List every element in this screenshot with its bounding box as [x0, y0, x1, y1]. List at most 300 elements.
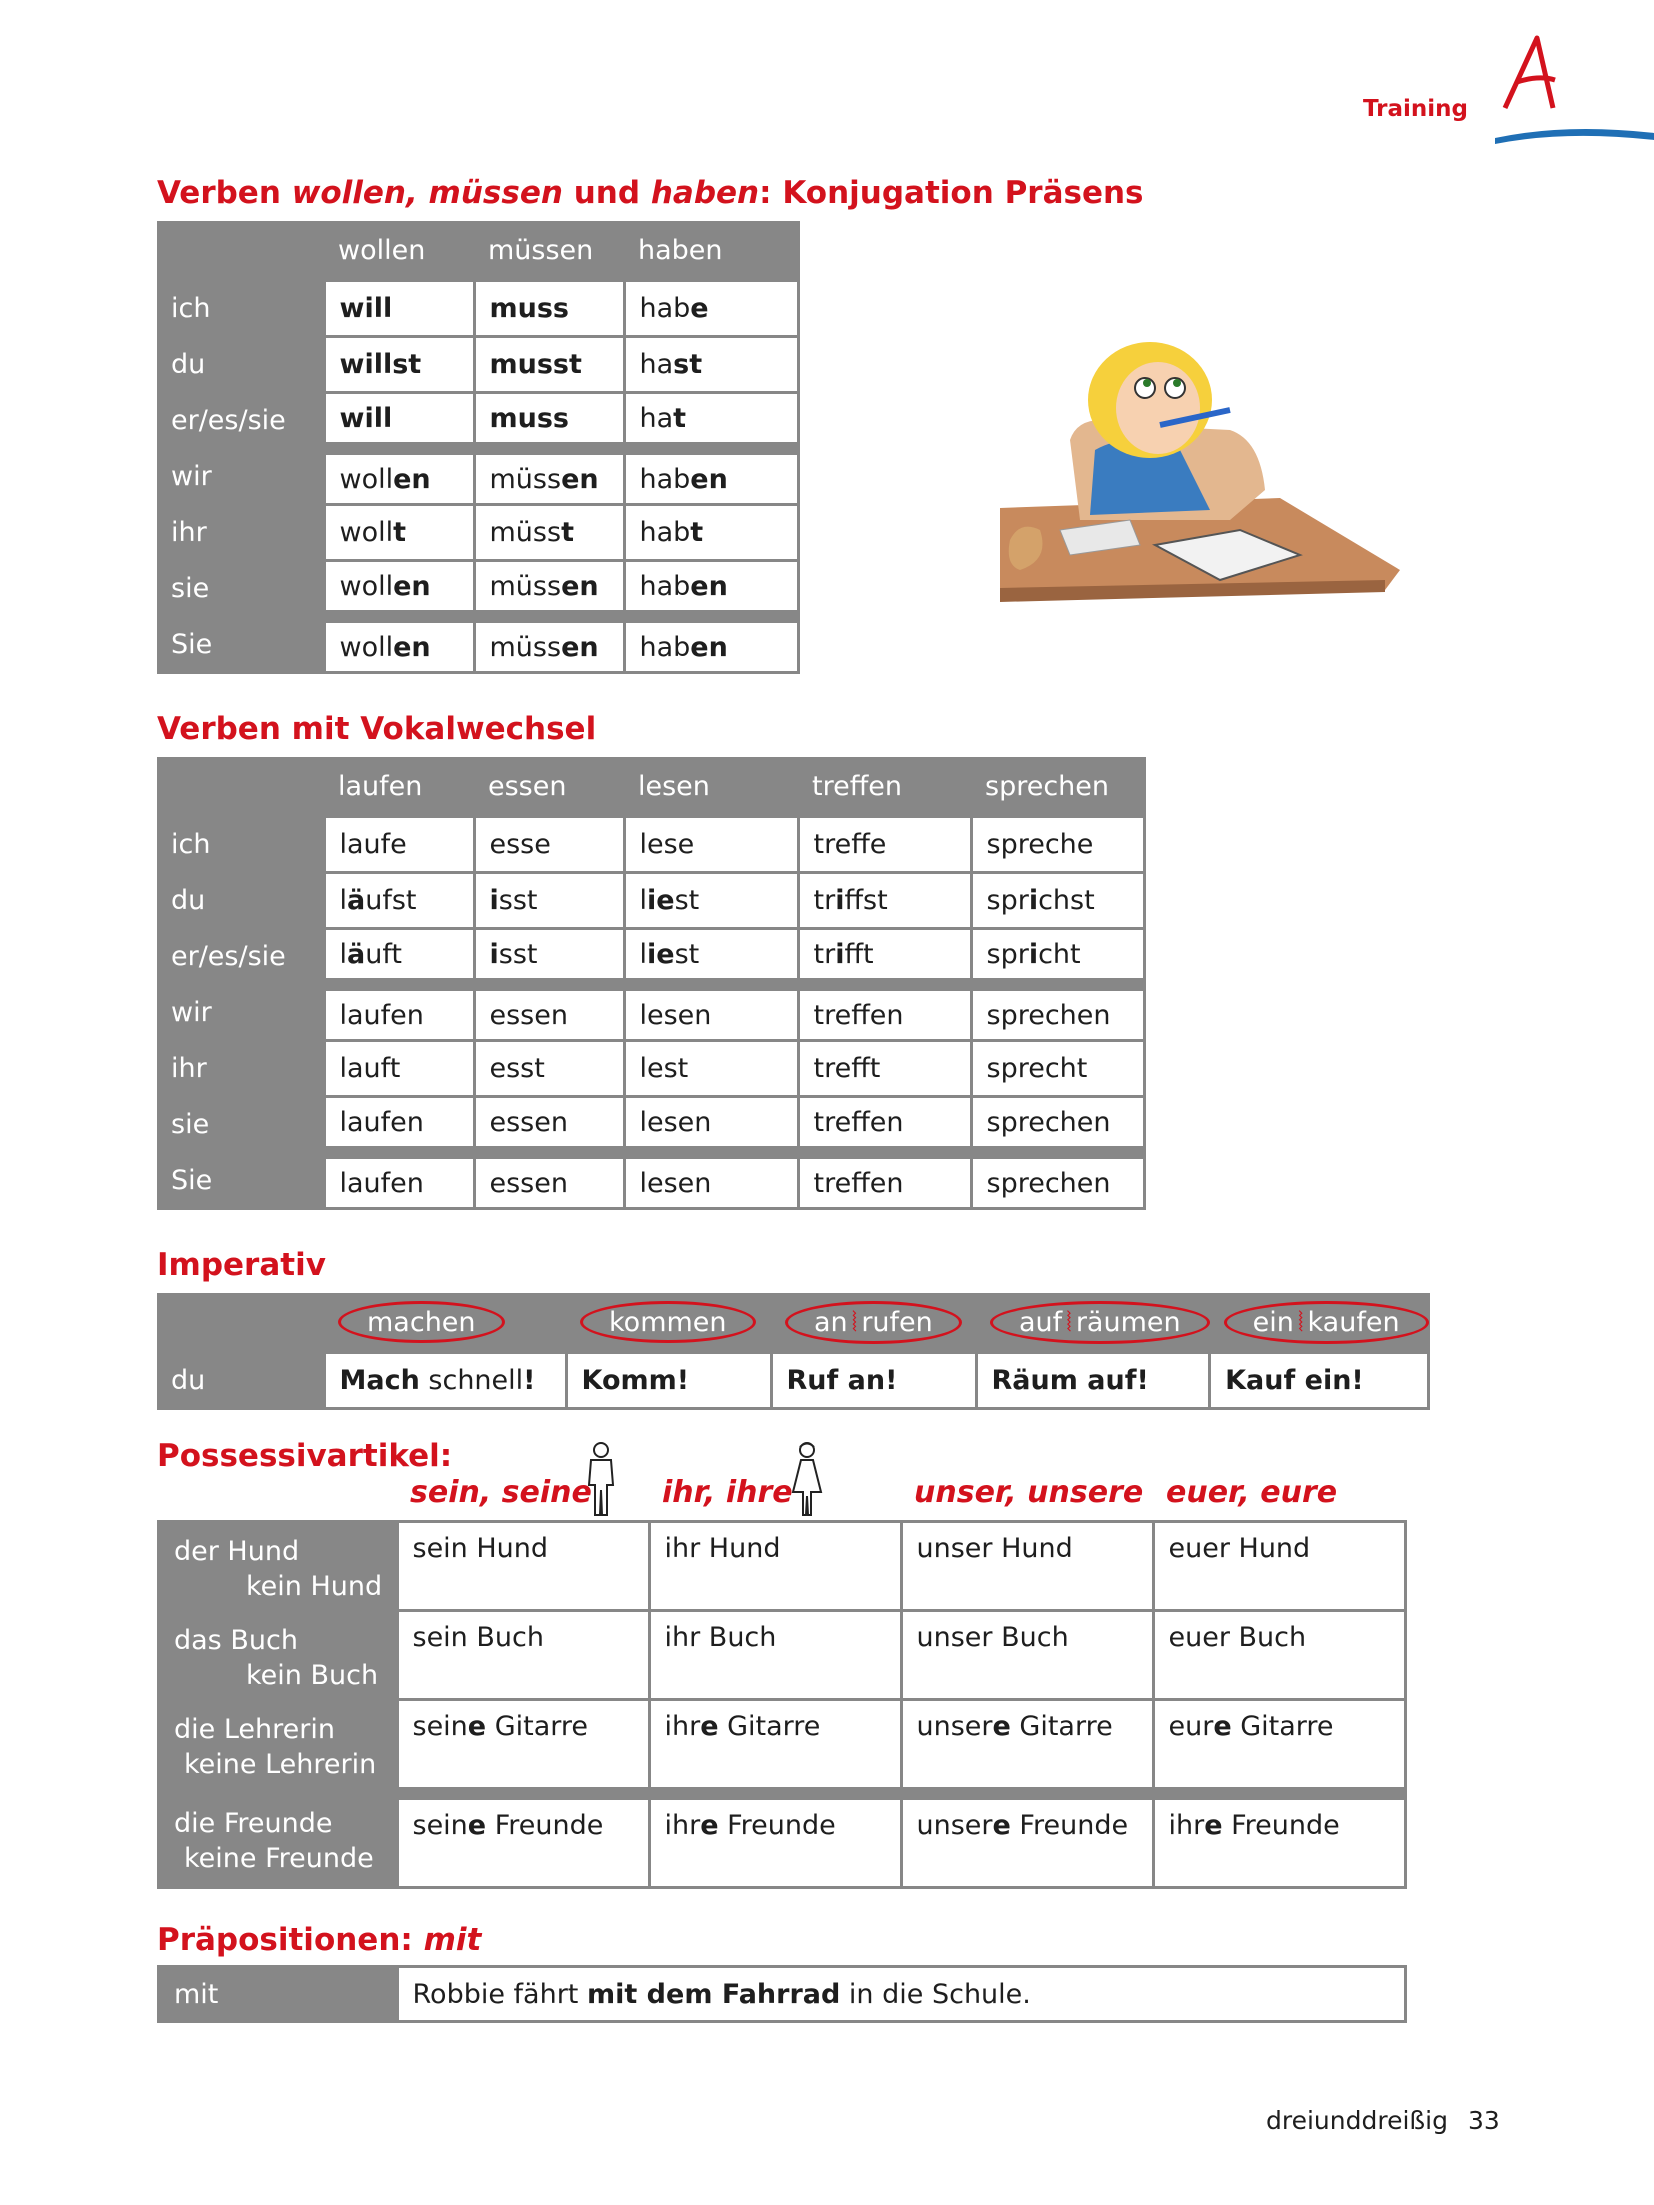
text-segment: sprechen: [986, 999, 1111, 1031]
pronoun-label: ich: [171, 293, 211, 324]
verb-form-cell: [798, 1097, 971, 1153]
preposition-title: Präpositionen: mit: [157, 1922, 482, 1958]
text-segment: e: [700, 1711, 719, 1742]
verb-infinitive-header: [976, 1293, 1210, 1353]
verb-form-cell: [474, 1097, 624, 1153]
text-segment: lesen: [639, 999, 712, 1031]
text-segment: Ruf an!: [786, 1365, 898, 1396]
text-segment: i: [489, 938, 499, 970]
text-segment: Kauf ein!: [1225, 1365, 1364, 1396]
text-segment: müss: [489, 463, 562, 495]
column-header: müssen: [488, 234, 594, 266]
text-segment: en: [561, 463, 599, 495]
possessive-form-cell: [1153, 1700, 1405, 1794]
pronoun-label: er/es/sie: [171, 405, 286, 436]
col-head-ihr: ihr, ihre: [662, 1475, 793, 1510]
text-segment: e: [1204, 1810, 1223, 1841]
text-segment: ufst: [365, 885, 417, 916]
verb-form-cell: [324, 817, 474, 873]
text-segment: tr: [813, 938, 836, 970]
text-segment: essen: [489, 999, 568, 1031]
text-segment: hab: [639, 463, 691, 495]
possessive-form-cell: [649, 1522, 901, 1611]
verb-infinitive-header: [566, 1293, 771, 1353]
verb-form-cell: [324, 929, 474, 985]
infinitive-oval: [580, 1301, 756, 1343]
text-segment: hab: [639, 631, 691, 663]
verb-part: machen: [367, 1307, 476, 1338]
text-segment: sein Hund: [412, 1533, 549, 1564]
text-segment: ä: [347, 938, 366, 970]
table-row: [157, 561, 798, 617]
possessive-form-cell: [397, 1522, 649, 1611]
verb-form-cell: [324, 985, 474, 1041]
text-segment: en: [393, 463, 431, 495]
noun-negated: keine Freunde: [184, 1842, 374, 1874]
text-segment: treffen: [813, 1167, 904, 1199]
text-segment: müss: [489, 570, 562, 602]
verb-form-cell: [624, 393, 798, 449]
text-segment: laufen: [339, 999, 424, 1031]
table-row: [157, 393, 798, 449]
noun-negated: kein Buch: [246, 1659, 379, 1691]
pronoun-label: ich: [171, 829, 211, 860]
preposition-example: [397, 1967, 1405, 2022]
noun-definite: die Lehrerin: [174, 1713, 335, 1745]
text-segment: euer Hund: [1168, 1533, 1311, 1564]
text-segment: laufen: [339, 1106, 424, 1138]
column-header: haben: [638, 234, 723, 266]
text-segment: spreche: [986, 829, 1094, 860]
verb-form-cell: [798, 1153, 971, 1209]
possessive-form-cell: [901, 1700, 1153, 1794]
text-segment: essen: [489, 1167, 568, 1199]
imperative-table: [157, 1293, 1430, 1410]
text-segment: e: [700, 1810, 719, 1841]
verb-form-cell: [971, 1041, 1144, 1097]
verb-form-cell: [624, 929, 798, 985]
column-header: wollen: [338, 234, 426, 266]
preposition-label: mit: [174, 1978, 219, 2010]
text-segment: laufen: [339, 1167, 424, 1199]
verb-form-cell: [624, 1097, 798, 1153]
imperative-form-cell: [771, 1353, 976, 1409]
verb-form-cell: [474, 337, 624, 393]
text-segment: en: [690, 570, 728, 602]
text-segment: chst: [1038, 885, 1095, 916]
text-segment: Freunde: [486, 1810, 604, 1841]
verb-part: ein: [1252, 1306, 1294, 1338]
noun-definite: die Freunde: [174, 1807, 333, 1839]
table-row: [157, 1700, 1405, 1794]
text-segment: l: [339, 938, 348, 970]
verb-form-cell: [624, 449, 798, 505]
pronoun-label: wir: [171, 997, 212, 1028]
noun-definite: das Buch: [174, 1624, 298, 1656]
text-segment: müss: [489, 517, 562, 548]
table-row: [157, 1041, 1144, 1097]
text-segment: !: [523, 1365, 536, 1396]
text-segment: tr: [813, 885, 836, 916]
table-row: [157, 1097, 1144, 1153]
text-segment: ha: [639, 349, 674, 380]
noun-negated: keine Lehrerin: [184, 1748, 377, 1780]
vowel-change-title: Verben mit Vokalwechsel: [157, 711, 597, 747]
text-segment: lesen: [639, 1106, 712, 1138]
pronoun-label: Sie: [171, 1165, 213, 1196]
column-header: essen: [488, 770, 567, 802]
noun-negated: kein Hund: [246, 1570, 383, 1602]
infinitive-oval: [338, 1301, 505, 1343]
male-stick-figure-icon: [583, 1440, 619, 1518]
text-segment: ihr: [664, 1810, 701, 1841]
verb-form-cell: [624, 1041, 798, 1097]
text-segment: unser Buch: [916, 1622, 1069, 1653]
verb-form-cell: [798, 1041, 971, 1097]
verb-part: räumen: [1075, 1306, 1181, 1338]
pronoun-label: du: [171, 349, 206, 380]
col-head-sein: sein, seine: [410, 1475, 592, 1510]
verb-part: kaufen: [1307, 1306, 1400, 1338]
table-row: [157, 1611, 1405, 1700]
text-segment: cht: [1038, 938, 1081, 970]
text-segment: spr: [986, 938, 1029, 970]
verb-form-cell: [324, 393, 474, 449]
text-segment: lese: [639, 829, 695, 860]
verb-form-cell: [971, 817, 1144, 873]
possessive-form-cell: [1153, 1794, 1405, 1888]
text-segment: Gitarre: [486, 1711, 588, 1742]
infinitive-oval: [785, 1301, 962, 1344]
text-segment: Freunde: [1010, 1810, 1129, 1841]
text-segment: ihr Hund: [664, 1533, 781, 1564]
verb-form-cell: [474, 393, 624, 449]
verb-part: rufen: [861, 1306, 933, 1338]
text-segment: Komm!: [581, 1365, 690, 1396]
infinitive-oval: [1224, 1301, 1429, 1344]
possessive-form-cell: [397, 1794, 649, 1888]
text-segment: schnell: [419, 1365, 524, 1396]
verb-form-cell: [474, 617, 624, 673]
separable-prefix-marker-icon: ⦚: [1297, 1306, 1304, 1338]
verb-form-cell: [624, 281, 798, 337]
verb-form-cell: [324, 449, 474, 505]
text-segment: sprechen: [986, 1167, 1111, 1199]
text-segment: Freunde: [1222, 1810, 1340, 1841]
table-row: [157, 449, 798, 505]
modal-verbs-table: [157, 221, 800, 674]
separable-prefix-marker-icon: ⦚: [851, 1306, 858, 1338]
text-segment: lauft: [339, 1053, 401, 1084]
verb-form-cell: [474, 985, 624, 1041]
text-segment: sst: [498, 938, 538, 970]
table-row: [157, 817, 1144, 873]
text-segment: sprechen: [986, 1106, 1111, 1138]
table-row: [157, 1794, 1405, 1888]
text-segment: musst: [489, 349, 582, 380]
text-segment: ha: [639, 402, 674, 434]
female-stick-figure-icon: [789, 1440, 825, 1518]
text-segment: i: [835, 885, 845, 916]
verb-form-cell: [624, 817, 798, 873]
table-row: [157, 337, 798, 393]
text-segment: en: [690, 463, 728, 495]
text-segment: Freunde: [718, 1810, 836, 1841]
table-row: [157, 505, 798, 561]
page-number: 33: [1468, 2106, 1500, 2135]
pronoun-label: Sie: [171, 629, 213, 660]
table-row: [157, 929, 1144, 985]
verb-form-cell: [971, 1097, 1144, 1153]
verb-form-cell: [324, 617, 474, 673]
text-segment: woll: [339, 463, 394, 495]
separable-prefix-marker-icon: ⦚: [1066, 1306, 1072, 1338]
text-segment: ffst: [844, 885, 888, 916]
possessive-form-cell: [649, 1700, 901, 1794]
verb-form-cell: [474, 1041, 624, 1097]
pronoun-label: ihr: [171, 517, 207, 548]
verb-form-cell: [624, 561, 798, 617]
column-header: sprechen: [985, 770, 1110, 802]
pronoun-label: er/es/sie: [171, 941, 286, 972]
text-segment: unser: [916, 1810, 993, 1841]
table-row: [157, 281, 798, 337]
text-segment: sst: [498, 885, 538, 916]
verb-form-cell: [624, 873, 798, 929]
text-segment: unser Hund: [916, 1533, 1073, 1564]
pronoun-label: ihr: [171, 1053, 207, 1084]
verb-form-cell: [798, 817, 971, 873]
text-segment: spr: [986, 885, 1029, 916]
text-segment: e: [467, 1711, 487, 1742]
svg-text:A: A: [1495, 30, 1496, 31]
text-segment: lest: [639, 1053, 689, 1084]
infinitive-oval: [990, 1301, 1210, 1344]
text-segment: e: [467, 1810, 487, 1841]
text-segment: st: [674, 885, 700, 916]
verb-form-cell: [324, 1041, 474, 1097]
text-segment: st: [674, 938, 700, 970]
text-segment: treffe: [813, 829, 887, 860]
text-segment: treffen: [813, 1106, 904, 1138]
verb-form-cell: [971, 873, 1144, 929]
text-segment: i: [489, 885, 499, 916]
pronoun-label: wir: [171, 461, 212, 492]
table-row: [157, 985, 1144, 1041]
text-segment: i: [1028, 938, 1039, 970]
text-segment: willst: [339, 349, 422, 380]
text-segment: woll: [339, 517, 394, 548]
text-segment: Robbie fährt: [412, 1978, 587, 2010]
verb-form-cell: [474, 281, 624, 337]
text-segment: Mach: [339, 1365, 420, 1396]
text-segment: fft: [844, 938, 874, 970]
brand-logo-a-icon: [1495, 30, 1654, 145]
text-segment: Räum auf!: [991, 1365, 1149, 1396]
text-segment: hab: [639, 293, 691, 324]
text-segment: muss: [489, 293, 569, 324]
text-segment: Gitarre: [1231, 1711, 1334, 1742]
imperative-form-cell: [976, 1353, 1210, 1409]
text-segment: laufe: [339, 829, 407, 860]
verb-form-cell: [474, 449, 624, 505]
text-segment: woll: [339, 570, 394, 602]
verb-infinitive-header: [771, 1293, 976, 1353]
table-row: [157, 1522, 1405, 1611]
text-segment: t: [673, 402, 687, 434]
text-segment: e: [992, 1810, 1011, 1841]
text-segment: unser: [916, 1711, 993, 1742]
text-segment: en: [393, 570, 431, 602]
noun-label: [157, 1700, 397, 1794]
verb-form-cell: [624, 337, 798, 393]
possessive-form-cell: [397, 1611, 649, 1700]
verb-form-cell: [624, 617, 798, 673]
possessive-form-cell: [397, 1700, 649, 1794]
table-row: [157, 617, 798, 673]
verb-form-cell: [971, 985, 1144, 1041]
text-segment: eur: [1168, 1711, 1214, 1742]
text-segment: will: [339, 293, 393, 324]
column-header: laufen: [338, 770, 423, 802]
text-segment: e: [992, 1711, 1011, 1742]
text-segment: ihr: [1168, 1810, 1205, 1841]
imperative-form-cell: [324, 1353, 566, 1409]
verb-form-cell: [324, 561, 474, 617]
pronoun-label: sie: [171, 1109, 210, 1140]
possessive-form-cell: [901, 1611, 1153, 1700]
text-segment: en: [690, 631, 728, 663]
text-segment: i: [835, 938, 845, 970]
text-segment: i: [1028, 885, 1039, 916]
table-row: [157, 1353, 1429, 1409]
text-segment: en: [393, 631, 431, 663]
text-segment: esst: [489, 1053, 545, 1084]
text-segment: t: [690, 517, 704, 548]
verb-form-cell: [971, 929, 1144, 985]
noun-label: [157, 1522, 397, 1611]
verb-part: an: [814, 1306, 848, 1338]
text-segment: ihr: [664, 1711, 701, 1742]
verb-form-cell: [474, 817, 624, 873]
text-segment: müss: [489, 631, 562, 663]
text-segment: t: [393, 517, 407, 548]
text-segment: in die Schule.: [840, 1978, 1031, 2010]
text-segment: uft: [365, 938, 402, 970]
imperative-form-cell: [566, 1353, 771, 1409]
verb-form-cell: [624, 505, 798, 561]
verb-form-cell: [474, 1153, 624, 1209]
preposition-table: [157, 1965, 1407, 2023]
text-segment: l: [339, 885, 348, 916]
verb-form-cell: [324, 281, 474, 337]
text-segment: mit dem Fahrrad: [586, 1978, 841, 2010]
verb-form-cell: [474, 873, 624, 929]
pronoun-label: du: [171, 885, 206, 916]
noun-label: [157, 1611, 397, 1700]
text-segment: esse: [489, 829, 551, 860]
text-segment: hab: [639, 517, 691, 548]
verb-form-cell: [324, 337, 474, 393]
text-segment: l: [639, 938, 648, 970]
possessive-table: [157, 1520, 1407, 1889]
possessive-form-cell: [1153, 1611, 1405, 1700]
noun-definite: der Hund: [174, 1535, 300, 1567]
verb-infinitive-header: [1210, 1293, 1429, 1353]
verb-form-cell: [624, 1153, 798, 1209]
page-number-word: dreiunddreißig: [1266, 2106, 1448, 2135]
verb-form-cell: [324, 1153, 474, 1209]
text-segment: ie: [647, 938, 675, 970]
possessive-form-cell: [901, 1794, 1153, 1888]
text-segment: e: [1213, 1711, 1232, 1742]
verb-form-cell: [971, 1153, 1144, 1209]
column-header: lesen: [638, 770, 710, 802]
text-segment: treffen: [813, 999, 904, 1031]
verb-form-cell: [474, 505, 624, 561]
text-segment: trefft: [813, 1053, 881, 1084]
text-segment: l: [639, 885, 648, 916]
possessive-title: Possessivartikel:: [157, 1438, 453, 1474]
verb-form-cell: [324, 873, 474, 929]
possessive-form-cell: [901, 1522, 1153, 1611]
text-segment: sein Buch: [412, 1622, 544, 1653]
section-label: Training: [1363, 96, 1469, 122]
verb-infinitive-header: [324, 1293, 566, 1353]
col-head-euer: euer, eure: [1166, 1475, 1338, 1510]
text-segment: euer Buch: [1168, 1622, 1307, 1653]
text-segment: sein: [412, 1711, 468, 1742]
text-segment: Gitarre: [1010, 1711, 1113, 1742]
imperative-title: Imperativ: [157, 1247, 326, 1283]
pronoun-label: du: [171, 1365, 206, 1396]
text-segment: sprecht: [986, 1053, 1088, 1084]
verb-part: kommen: [609, 1307, 727, 1338]
text-segment: st: [673, 349, 703, 380]
pronoun-label: sie: [171, 573, 210, 604]
vowel-change-table: [157, 757, 1146, 1210]
text-segment: lesen: [639, 1167, 712, 1199]
verb-form-cell: [324, 505, 474, 561]
text-segment: muss: [489, 402, 569, 434]
text-segment: sein: [412, 1810, 468, 1841]
verb-form-cell: [798, 873, 971, 929]
text-segment: t: [561, 517, 574, 548]
text-segment: en: [561, 631, 599, 663]
text-segment: ä: [347, 885, 366, 916]
text-segment: Gitarre: [718, 1711, 821, 1742]
col-head-unser: unser, unsere: [914, 1475, 1144, 1510]
verb-form-cell: [798, 985, 971, 1041]
noun-label: [157, 1794, 397, 1888]
table-row: [157, 1153, 1144, 1209]
text-segment: e: [690, 293, 709, 324]
verb-form-cell: [324, 1097, 474, 1153]
verb-form-cell: [474, 561, 624, 617]
verb-form-cell: [474, 929, 624, 985]
text-segment: will: [339, 402, 393, 434]
text-segment: hab: [639, 570, 691, 602]
verb-part: auf: [1019, 1306, 1063, 1338]
imperative-form-cell: [1210, 1353, 1429, 1409]
verb-form-cell: [798, 929, 971, 985]
table-row: [157, 873, 1144, 929]
text-segment: ie: [647, 885, 675, 916]
possessive-form-cell: [1153, 1522, 1405, 1611]
text-segment: en: [561, 570, 599, 602]
text-segment: essen: [489, 1106, 568, 1138]
text-segment: woll: [339, 631, 394, 663]
